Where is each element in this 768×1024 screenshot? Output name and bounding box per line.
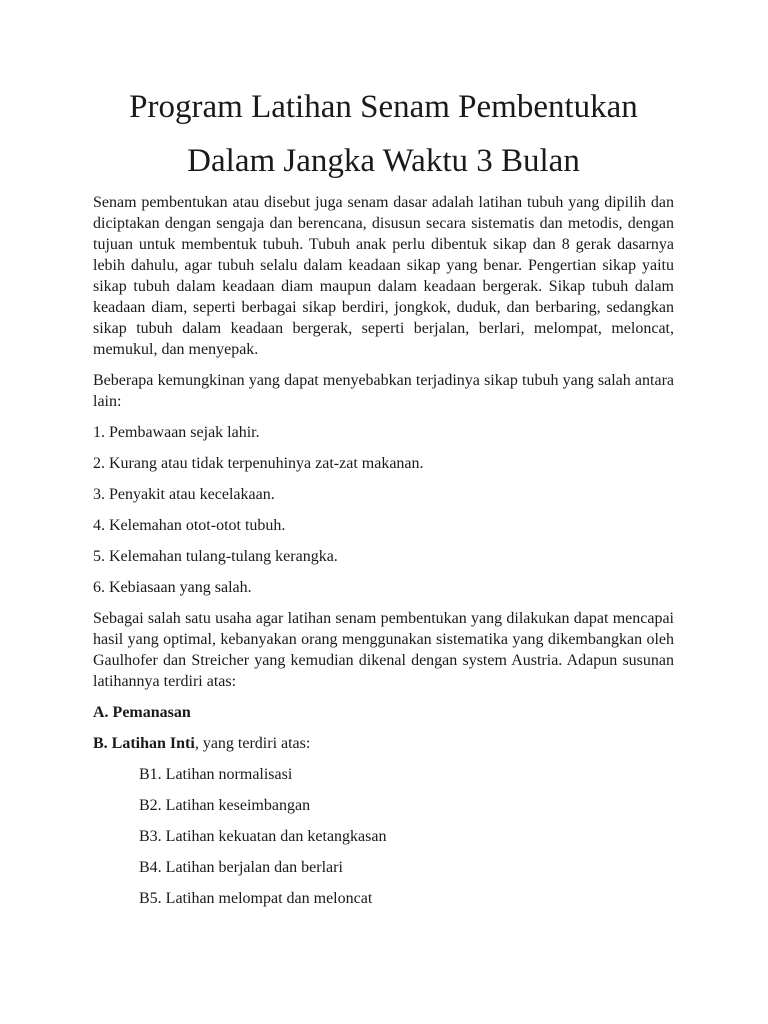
cause-item: 1. Pembawaan sejak lahir. bbox=[93, 424, 260, 441]
cause-item: 3. Penyakit atau kecelakaan. bbox=[93, 486, 275, 503]
section-b-heading bbox=[93, 733, 674, 754]
cause-item: 4. Kelemahan otot-otot tubuh. bbox=[93, 517, 286, 534]
intro-paragraph: Senam pembentukan atau disebut juga senam dasar adalah latihan tubuh yang dipilih dan diciptakan dengan sengaja dan berencana, disusun secara sistematis dan metodis, dengan tujuan untuk membentuk tubuh. Tubuh anak perlu dibentuk sikap dan 8 gerak dasarnya lebih dahulu, agar tubuh selalu dalam keadaan sikap yang benar. Pengertian sikap yaitu sikap tubuh dalam keadaan diam maupun dalam keadaan bergerak. Sikap tubuh dalam keadaan diam, seperti berbagai sikap berdiri, jongkok, duduk, dan berbaring, sedangkan sikap tubuh dalam keadaan bergerak, seperti berjalan, berlari, melompat, meloncat, memukul, dan menyepak. bbox=[93, 194, 674, 358]
sub-item: B5. Latihan melompat dan meloncat bbox=[139, 890, 373, 907]
section-a-label: A. Pemanasan bbox=[93, 704, 191, 721]
section-b-suffix: , yang terdiri atas: bbox=[194, 735, 311, 752]
title-line-2: Dalam Jangka Waktu 3 Bulan bbox=[187, 143, 580, 179]
sub-item: B2. Latihan keseimbangan bbox=[139, 797, 311, 814]
cause-item: 2. Kurang atau tidak terpenuhinya zat-zat makanan. bbox=[93, 455, 424, 472]
system-paragraph: Sebagai salah satu usaha agar latihan senam pembentukan yang dilakukan dapat mencapai hasil yang optimal, kebanyakan orang menggunakan sistematika yang dikembangkan oleh Gaulhofer dan Streicher yang kemudian dikenal dengan system Austria. Adapun susunan latihannya terdiri atas: bbox=[93, 610, 674, 690]
sub-item: B4. Latihan berjalan dan berlari bbox=[139, 859, 343, 876]
cause-item: 6. Kebiasaan yang salah. bbox=[93, 579, 252, 596]
document-page bbox=[93, 80, 674, 919]
causes-intro-paragraph: Beberapa kemungkinan yang dapat menyebabkan terjadinya sikap tubuh yang salah antara lain: bbox=[93, 372, 674, 410]
sub-item: B1. Latihan normalisasi bbox=[139, 766, 293, 783]
section-a-heading bbox=[93, 702, 674, 723]
document-title bbox=[93, 80, 674, 188]
title-line-1: Program Latihan Senam Pembentukan bbox=[129, 89, 638, 125]
sub-item: B3. Latihan kekuatan dan ketangkasan bbox=[139, 828, 387, 845]
section-b-label: B. Latihan Inti bbox=[93, 735, 195, 752]
cause-item: 5. Kelemahan tulang-tulang kerangka. bbox=[93, 548, 338, 565]
